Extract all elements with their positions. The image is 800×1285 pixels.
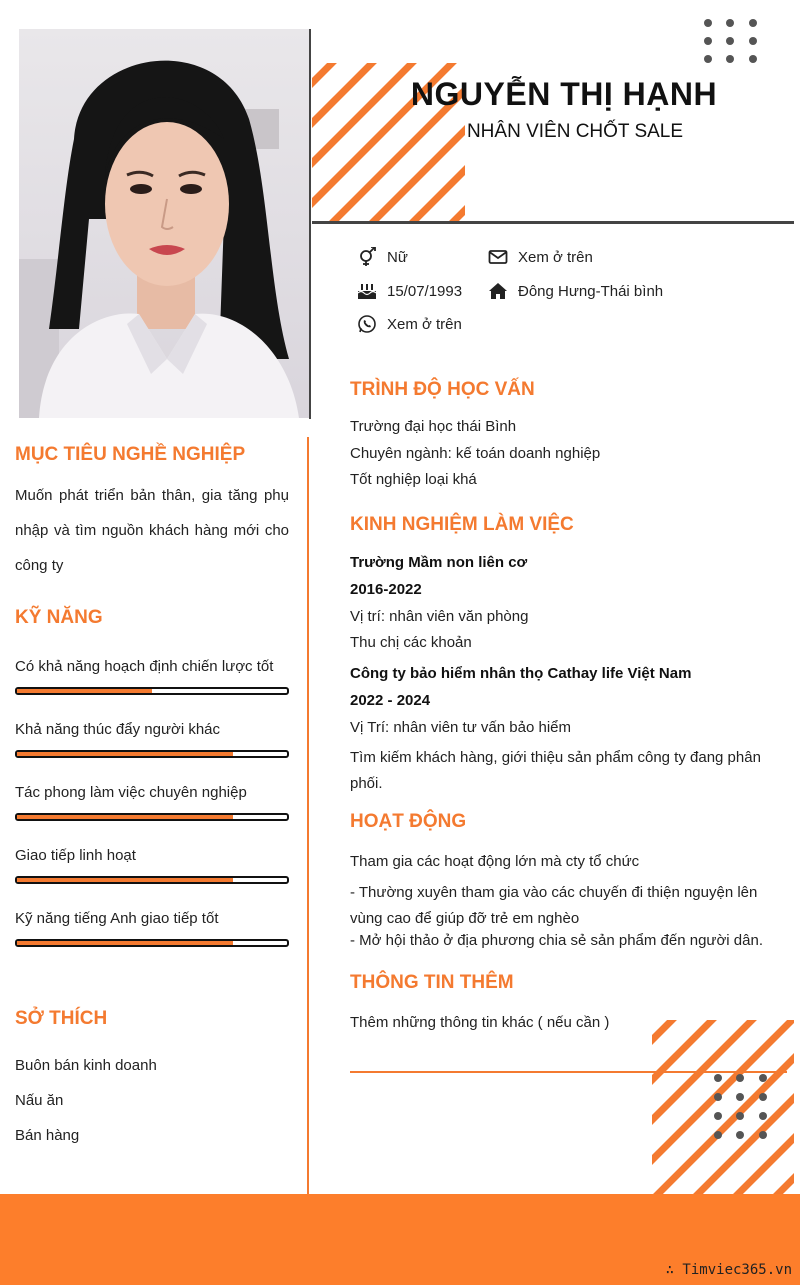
contact-address [488,281,663,301]
skill-bar-fill [17,941,233,945]
envelope-icon [488,247,508,267]
skill-label: Khả năng thúc đẩy người khác [15,721,221,738]
birthday-cake-icon [357,281,377,301]
brand-watermark[interactable]: ∴ Timviec365.vn [665,1262,792,1278]
skill-item [15,721,289,758]
skill-item [15,910,289,947]
job-company: Công ty bảo hiểm nhân thọ Cathay life Việt Nam [350,665,692,682]
skill-item [15,658,289,695]
skill-item [15,784,289,821]
hobbies-title: SỞ THÍCH [15,1008,108,1029]
photo-divider [309,29,311,419]
job-detail: Tìm kiếm khách hàng, giới thiệu sản phẩm công ty đang phân phối. [350,749,761,792]
dots-decoration-bottom [710,1070,770,1144]
objective-title: MỤC TIÊU NGHỀ NGHIỆP [15,444,246,465]
skill-bar [15,750,289,758]
column-divider [307,437,309,1194]
skill-bar [15,813,289,821]
activity-line: - Mở hội thảo ở địa phương chia sẻ sản phẩm đến người dân. [350,932,763,949]
skill-bar-fill [17,689,152,693]
activities-title: HOẠT ĐỘNG [350,811,467,832]
extra-title: THÔNG TIN THÊM [350,972,514,993]
skill-bar-fill [17,752,233,756]
phone-value: Xem ở trên [387,315,462,333]
extra-text: Thêm những thông tin khác ( nếu cần ) [350,1014,610,1031]
skill-label: Kỹ năng tiếng Anh giao tiếp tốt [15,910,219,927]
skill-bar [15,687,289,695]
education-line: Chuyên ngành: kế toán doanh nghiệp [350,445,601,462]
job-detail: Thu chị các khoản [350,634,472,651]
home-icon [488,281,508,301]
job-position: NHÂN VIÊN CHỐT SALE [466,121,684,142]
skill-label: Giao tiếp linh hoạt [15,847,136,864]
job-role: Vị Trí: nhân viên tư vấn bảo hiểm [350,719,571,736]
contact-birthday [357,281,462,301]
education-title: TRÌNH ĐỘ HỌC VẤN [350,379,535,400]
dots-decoration-top [700,15,764,67]
job-period: 2022 - 2024 [350,692,431,709]
skill-item [15,847,289,884]
objective-text: Muốn phát triển bản thân, gia tăng phụ nhập và tìm nguồn khách hàng mới cho công ty [15,487,289,574]
contact-phone [357,314,462,334]
skills-title: KỸ NĂNG [15,607,103,628]
hobby-item: Buôn bán kinh doanh [15,1057,157,1074]
activity-line: Tham gia các hoạt động lớn mà cty tổ chức [350,853,640,870]
candidate-name: NGUYỄN THỊ HẠNH [410,76,718,112]
skill-bar [15,876,289,884]
email-value: Xem ở trên [518,248,593,266]
skill-label: Có khả năng hoạch định chiến lược tốt [15,658,274,675]
skill-label: Tác phong làm việc chuyên nghiệp [15,784,247,801]
job-period: 2016-2022 [350,581,422,598]
activity-line: - Thường xuyên tham gia vào các chuyến đi thiện nguyện lên vùng cao để giúp đỡ trẻ em nghèo [350,884,758,927]
education-line: Trường đại học thái Bình [350,418,517,435]
contact-gender [357,247,408,267]
job-role: Vị trí: nhân viên văn phòng [350,608,529,625]
job-company: Trường Mầm non liên cơ [350,554,528,571]
contact-email [488,247,593,267]
birthday-value: 15/07/1993 [387,282,463,300]
skill-bar [15,939,289,947]
gender-value: Nữ [387,248,408,266]
header-divider [312,221,794,224]
phone-icon [357,314,377,334]
hobby-item: Nấu ăn [15,1092,64,1109]
profile-photo [19,29,309,418]
skill-bar-fill [17,878,233,882]
gender-icon [357,247,377,267]
address-value: Đông Hưng-Thái bình [518,282,664,300]
education-line: Tốt nghiệp loại khá [350,471,477,488]
skill-bar-fill [17,815,233,819]
hobby-item: Bán hàng [15,1127,80,1144]
experience-title: KINH NGHIỆM LÀM VIỆC [350,514,574,535]
